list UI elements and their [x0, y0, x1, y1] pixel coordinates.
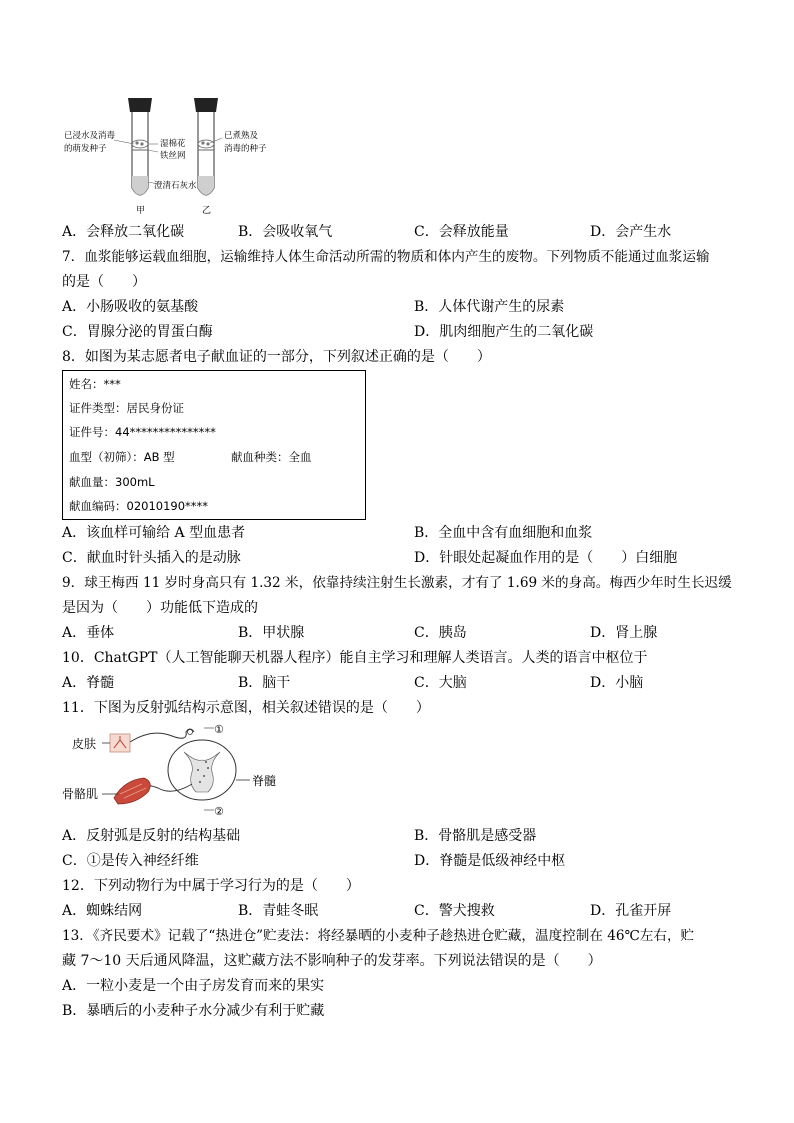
afferent-nerve: [130, 729, 194, 742]
label-mark-1: ①: [214, 723, 224, 736]
q12-option-c[interactable]: C．警犬搜救: [414, 903, 495, 919]
q7-stem-line2: 的是（ ）: [62, 274, 146, 290]
card-blood-type: 血型（初筛）：AB 型: [69, 450, 175, 464]
label-tube-a: 甲: [136, 206, 146, 216]
q8-option-b[interactable]: B．全血中含有血细胞和血浆: [414, 525, 593, 541]
q6-option-b[interactable]: B．会吸收氧气: [238, 224, 333, 240]
q7-option-a[interactable]: A．小肠吸收的氨基酸: [62, 299, 199, 315]
q11-option-b[interactable]: B．骨骼肌是感受器: [414, 828, 537, 844]
card-name: 姓名：***: [69, 377, 121, 391]
q9-stem-line1: 9．球王梅西 11 岁时身高只有 1.32 米，依靠持续注射生长激素，才有了 1.69 米的身高。梅西少年时生长迟缓: [62, 575, 732, 591]
label-boiled-seeds: 已煮熟及: [224, 131, 259, 141]
label-soaked-seeds: 已浸水及消毒: [64, 131, 116, 141]
label-muscle: 骨骼肌: [62, 787, 99, 801]
q11-stem: 11．下图为反射弧结构示意图，相关叙述错误的是（ ）: [62, 700, 430, 716]
label-lime-water: 澄清石灰水: [154, 181, 197, 191]
reflex-arc-figure: [62, 722, 292, 822]
q10-option-d[interactable]: D．小脑: [590, 675, 644, 691]
q12-option-d[interactable]: D．孔雀开屏: [590, 903, 672, 919]
q13-stem-line1: 13．《齐民要术》记载了“热进仓”贮麦法：将经暴晒的小麦种子趁热进仓贮藏，温度控制在 46℃左右，贮: [62, 928, 695, 944]
q13-option-a[interactable]: A．一粒小麦是一个由子房发育而来的果实: [62, 978, 325, 994]
label-germinating-seeds: 的萌发种子: [64, 144, 107, 154]
tube-b: [194, 98, 218, 195]
q13-stem-line2: 藏 7～10 天后通风降温，这贮藏方法不影响种子的发芽率。下列说法错误的是（ ）: [62, 953, 602, 969]
q10-option-b[interactable]: B．脑干: [238, 675, 291, 691]
label-mark-2: ②: [214, 805, 224, 818]
q7-stem-line1: 7．血浆能够运载血细胞，运输维持人体生命活动所需的物质和体内产生的废物。下列物质不能通过血浆运输: [62, 249, 710, 265]
q7-option-b[interactable]: B．人体代谢产生的尿素: [414, 299, 565, 315]
q7-option-d[interactable]: D．肌肉细胞产生的二氧化碳: [414, 324, 594, 340]
muscle-effector: [114, 778, 150, 804]
q11-option-a[interactable]: A．反射弧是反射的结构基础: [62, 828, 241, 844]
tube-a: [128, 98, 152, 195]
blood-donation-card: [62, 370, 366, 520]
q10-option-c[interactable]: C．大脑: [414, 675, 467, 691]
q9-stem-line2: 是因为（ ）功能低下造成的: [62, 600, 258, 616]
card-donation-kind: 献血种类：全血: [231, 450, 312, 464]
label-disinfected-seeds: 消毒的种子: [224, 144, 267, 154]
card-code: 献血编码：02010190****: [69, 499, 209, 513]
q8-option-c[interactable]: C．献血时针头插入的是动脉: [62, 550, 241, 566]
q10-option-a[interactable]: A．脊髓: [62, 675, 115, 691]
label-skin: 皮肤: [72, 737, 97, 751]
q9-option-a[interactable]: A．垂体: [62, 625, 115, 641]
card-id-type: 证件类型：居民身份证: [69, 401, 184, 415]
q12-stem: 12．下列动物行为中属于学习行为的是（ ）: [62, 878, 360, 894]
q12-option-a[interactable]: A．蜘蛛结网: [62, 903, 143, 919]
q8-option-a[interactable]: A．该血样可输给 A 型血患者: [62, 525, 246, 541]
q6-option-a[interactable]: A．会释放二氧化碳: [62, 224, 185, 240]
label-wire-mesh: 铁丝网: [160, 151, 186, 161]
q9-option-c[interactable]: C．胰岛: [414, 625, 467, 641]
q8-option-d[interactable]: D．针眼处起凝血作用的是（ ）白细胞: [414, 550, 678, 566]
q9-option-d[interactable]: D．肾上腺: [590, 625, 658, 641]
q6-option-d[interactable]: D．会产生水: [590, 224, 672, 240]
q12-option-b[interactable]: B．青蛙冬眠: [238, 903, 319, 919]
label-tube-b: 乙: [202, 206, 212, 216]
q6-option-c[interactable]: C．会释放能量: [414, 224, 509, 240]
q9-option-b[interactable]: B．甲状腺: [238, 625, 305, 641]
q11-option-c[interactable]: C．①是传入神经纤维: [62, 853, 199, 869]
label-wet-cotton: 湿棉花: [160, 139, 186, 149]
q11-option-d[interactable]: D．脊髓是低级神经中枢: [414, 853, 566, 869]
test-tube-figure: [62, 96, 292, 216]
q8-stem: 8．如图为某志愿者电子献血证的一部分，下列叙述正确的是（ ）: [62, 349, 491, 365]
q10-stem: 10．ChatGPT（人工智能聊天机器人程序）能自主学习和理解人类语言。人类的语言中枢位于: [62, 650, 648, 666]
label-spinal-cord: 脊髓: [252, 774, 277, 788]
card-volume: 献血量：300mL: [69, 475, 155, 489]
q13-option-b[interactable]: B．暴晒后的小麦种子水分减少有利于贮藏: [62, 1003, 325, 1019]
card-id-number: 证件号：44***************: [69, 425, 216, 439]
q7-option-c[interactable]: C．胃腺分泌的胃蛋白酶: [62, 324, 213, 340]
